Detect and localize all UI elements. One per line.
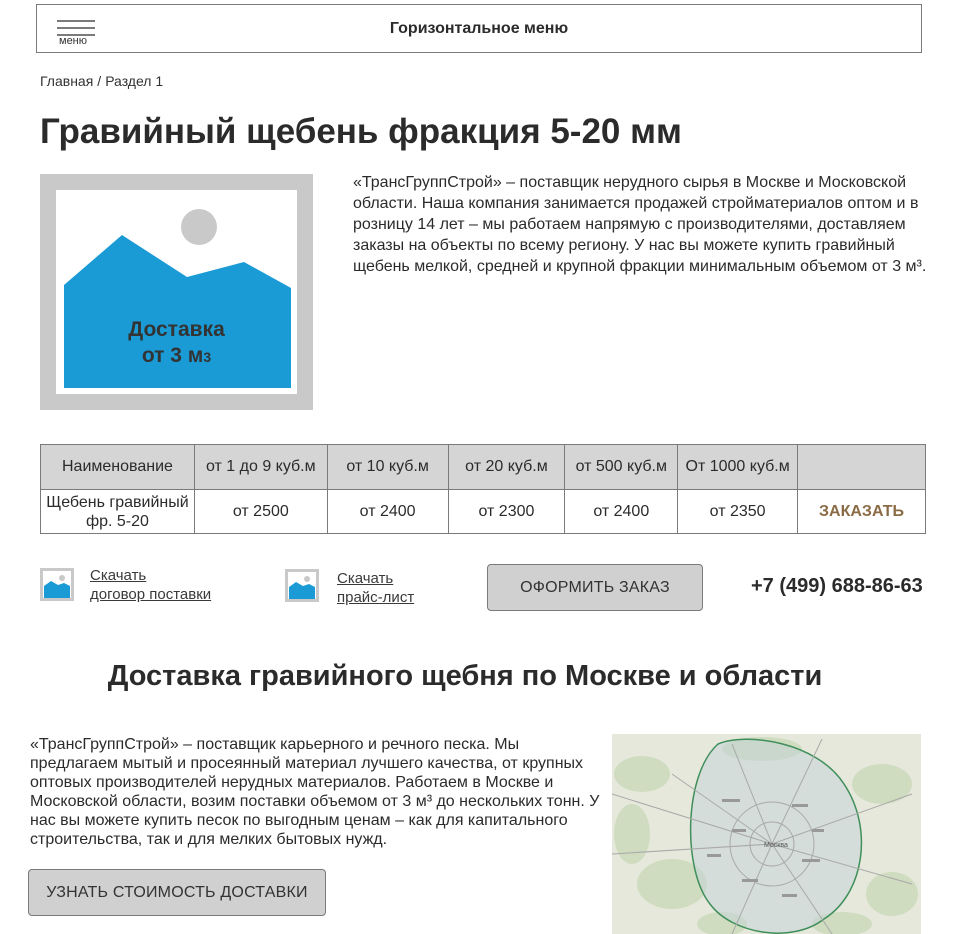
product-name-cell: Щебень гравийный фр. 5-20 [41,490,195,534]
breadcrumb-separator: / [97,73,102,89]
image-caption-line1: Доставка [128,318,225,341]
column-header-volume: от 1 до 9 куб.м [194,445,327,490]
order-link[interactable]: ЗАКАЗАТЬ [819,503,904,520]
image-caption-line2: от 3 м3 [141,344,212,367]
column-header-volume: от 10 куб.м [327,445,448,490]
column-header-name: Наименование [41,445,195,490]
phone-number[interactable]: +7 (499) 688-86-63 [751,575,923,597]
table-header-row [41,445,926,490]
table-row [41,490,926,534]
delivery-section-title: Доставка гравийного щебня по Москве и области [107,660,823,692]
delivery-text: «ТрансГруппСтрой» – поставщик карьерного и речного песка. Мы предлагаем мытый и просеянный материал лучшего качества, от крупных оптовых производителей нерудных материалов. Работаем в Москве и Московской области, возим поставки объемом от 3 м³ до нескольких тонн. У нас вы можете купить песок по выгодным ценам – как для капитального строительства, так и для мелких бытовых нужд. [30,736,600,848]
intro-text: «ТрансГруппСтрой» – поставщик нерудного сырья в Москве и Московской области. Наша компания занимается продажей стройматериалов оптом и в розницу 14 лет – мы работаем напрямую с производителями, доставляем заказы на объекты по всему региону. У нас вы можете купить гравийный щебень мелкой, средней и крупной фракции минимальным объемом от 3 м³. [353,174,927,275]
price-cell: от 2400 [327,490,448,534]
delivery-cost-button[interactable]: УЗНАТЬ СТОИМОСТЬ ДОСТАВКИ [28,869,326,916]
price-cell: от 2400 [565,490,678,534]
column-header-action [798,445,926,490]
delivery-zone-map[interactable] [612,734,921,934]
menu-title: Горизонтальное меню [389,20,569,37]
horizontal-menu-bar [36,4,922,53]
column-header-volume: от 500 куб.м [565,445,678,490]
action-cell [798,490,926,534]
column-header-volume: От 1000 куб.м [678,445,798,490]
document-image-icon[interactable] [285,569,319,602]
product-image [40,174,313,410]
document-image-icon[interactable] [40,568,74,601]
price-cell: от 2500 [194,490,327,534]
download-price-list-link[interactable]: Скачать прайс-лист [337,570,415,606]
breadcrumb [40,73,163,89]
place-order-button[interactable]: ОФОРМИТЬ ЗАКАЗ [487,564,703,611]
download-contract-link[interactable]: Скачать договор поставки [90,567,212,603]
breadcrumb-current: Раздел 1 [105,73,164,89]
price-cell: от 2350 [678,490,798,534]
column-header-volume: от 20 куб.м [448,445,565,490]
svg-text:Москва: Москва [764,842,788,849]
menu-label: меню [59,35,88,47]
breadcrumb-home-link[interactable]: Главная [40,73,94,89]
map-image [612,734,921,934]
price-table [40,444,926,534]
price-cell: от 2300 [448,490,565,534]
page-title: Гравийный щебень фракция 5-20 мм [40,112,682,151]
